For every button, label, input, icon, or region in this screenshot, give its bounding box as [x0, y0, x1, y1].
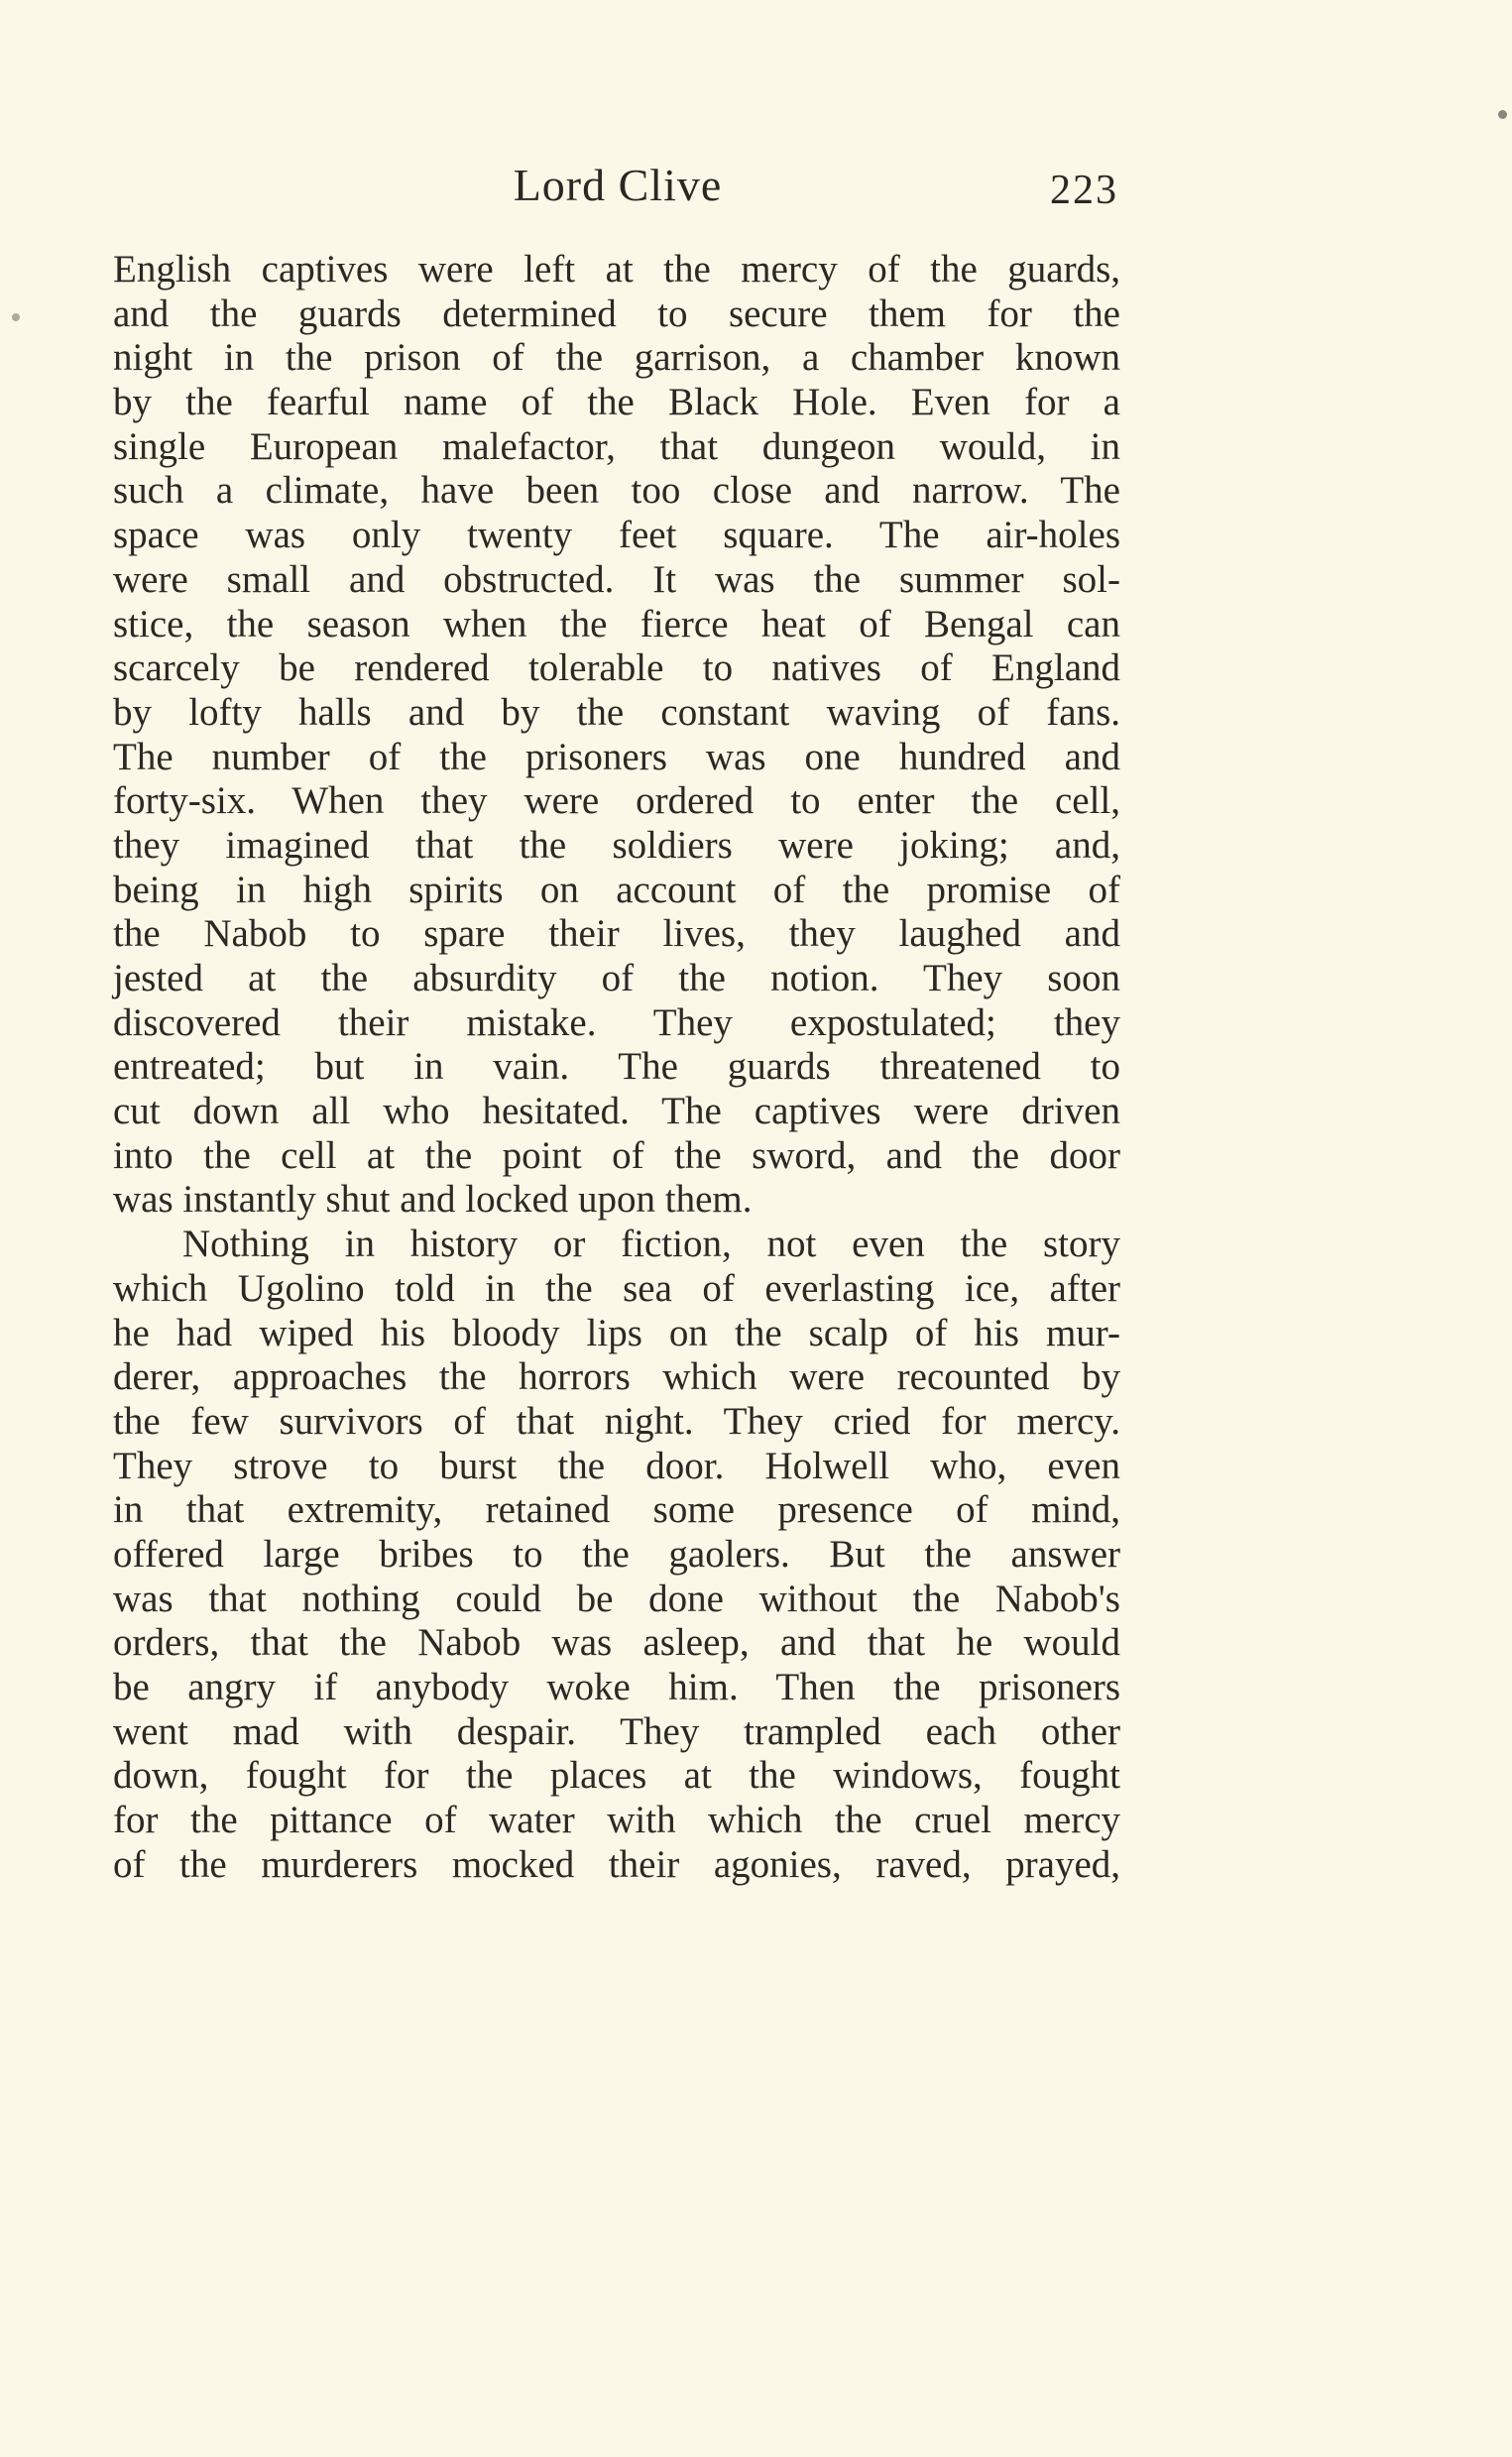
text-line: be angry if anybody woke him. Then the prisoners [113, 1666, 1120, 1708]
text-line: derer, approaches the horrors which were recounted by [113, 1355, 1120, 1399]
text-line: English captives were left at the mercy of the guards, [113, 248, 1120, 291]
text-line: scarcely be rendered tolerable to natives of England [113, 646, 1120, 690]
text-line: being in high spirits on account of the promise of [113, 868, 1120, 911]
text-line: were small and obstructed. It was the summer sol- [113, 557, 1120, 601]
text-line: orders, that the Nabob was asleep, and that he would [113, 1621, 1120, 1665]
text-line: single European malefactor, that dungeon would, in [113, 424, 1120, 468]
paragraph-2 [113, 1223, 1120, 1887]
text-line: They strove to burst the door. Holwell who, even [113, 1444, 1120, 1487]
text-line: into the cell at the point of the sword, and the door [113, 1133, 1120, 1177]
text-line: in that extremity, retained some presence of mind, [113, 1488, 1120, 1532]
text-line: he had wiped his bloody lips on the scalp of his mur- [113, 1311, 1120, 1354]
body-text [113, 248, 1120, 1887]
text-line: entreated; but in vain. The guards threatened to [113, 1045, 1120, 1089]
text-line: Nothing in history or fiction, not even the story [182, 1223, 1120, 1266]
ink-speck [1498, 110, 1507, 119]
text-line: was instantly shut and locked upon them. [113, 1178, 753, 1222]
text-line: for the pittance of water with which the cruel mercy [113, 1799, 1120, 1842]
running-title: Lord Clive [513, 160, 723, 210]
running-head [117, 159, 1118, 218]
text-line: space was only twenty feet square. The air-holes [113, 514, 1120, 557]
text-line: they imagined that the soldiers were joking; and, [113, 823, 1120, 867]
text-line: discovered their mistake. They expostulated; they [113, 1000, 1120, 1044]
text-line: night in the prison of the garrison, a chamber known [113, 336, 1120, 380]
text-line: went mad with despair. They trampled each other [113, 1709, 1120, 1753]
text-line: jested at the absurdity of the notion. They soon [113, 957, 1120, 999]
text-line: of the murderers mocked their agonies, raved, prayed, [113, 1842, 1120, 1886]
text-line: and the guards determined to secure them for the [113, 292, 1120, 335]
text-line: The number of the prisoners was one hundred and [113, 735, 1120, 778]
text-line: the Nabob to spare their lives, they laughed and [113, 912, 1120, 956]
text-line: down, fought for the places at the windows, fought [113, 1754, 1120, 1798]
text-line: by the fearful name of the Black Hole. Even for a [113, 381, 1120, 424]
text-line: stice, the season when the fierce heat of Bengal can [113, 602, 1120, 645]
text-line: by lofty halls and by the constant waving of fans. [113, 690, 1120, 734]
text-line: the few survivors of that night. They cried for mercy. [113, 1399, 1120, 1443]
ink-speck [12, 313, 20, 321]
text-line: offered large bribes to the gaolers. But the answer [113, 1532, 1120, 1576]
text-line: such a climate, have been too close and narrow. The [113, 469, 1120, 513]
text-line: was that nothing could be done without the Nabob's [113, 1577, 1120, 1620]
text-line: which Ugolino told in the sea of everlasting ice, after [113, 1266, 1120, 1310]
text-line: cut down all who hesitated. The captives were driven [113, 1090, 1120, 1133]
text-line: forty-six. When they were ordered to enter the cell, [113, 779, 1120, 823]
paragraph-1 [113, 248, 1120, 1223]
page-number: 223 [1050, 168, 1118, 213]
